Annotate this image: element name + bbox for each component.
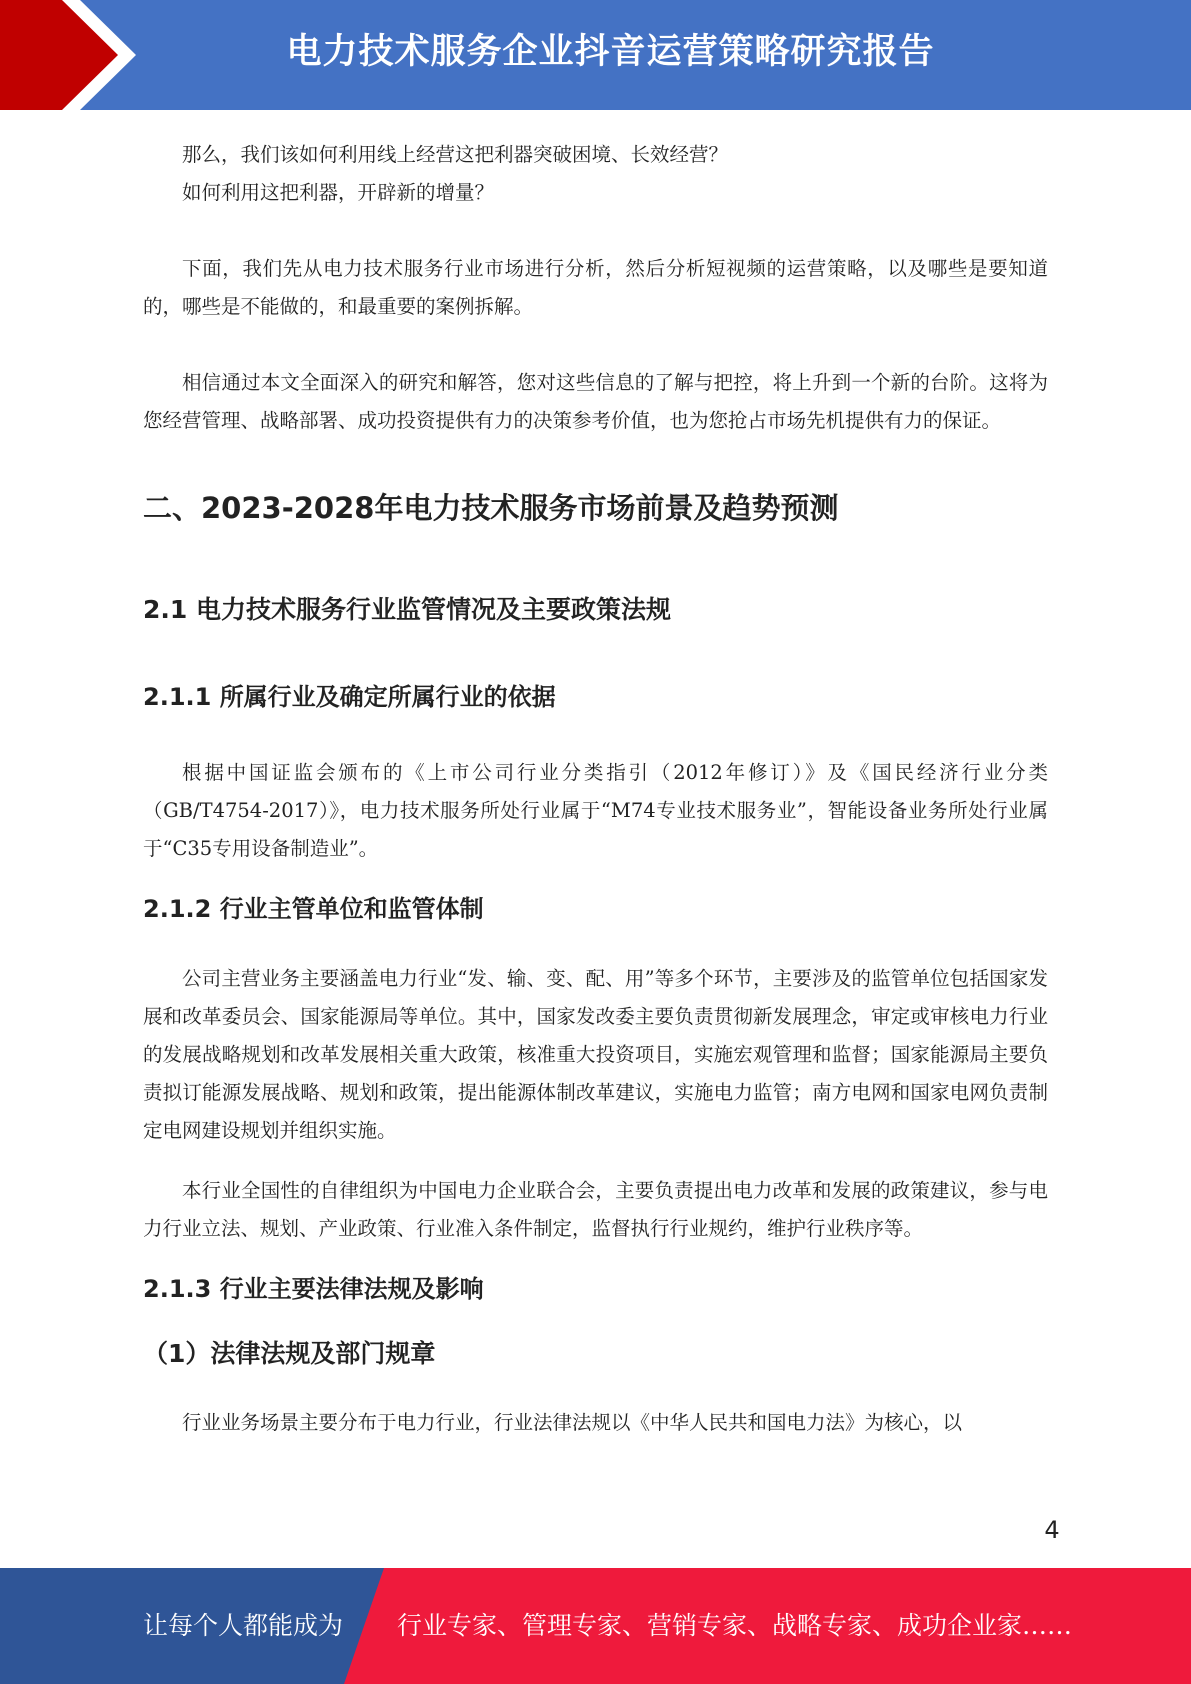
heading-laws-regulations: （1）法律法规及部门规章 [143, 1339, 436, 1368]
page-number: 4 [1044, 1516, 1060, 1544]
footer-slogan-right: 行业专家、管理专家、营销专家、战略专家、成功企业家…… [397, 1611, 1073, 1640]
paragraph-1: 那么，我们该如何利用线上经营这把利器突破困境、长效经营？ [182, 143, 729, 166]
paragraph-7: 本行业全国性的自律组织为中国电力企业联合会，主要负责提出电力改革和发展的政策建议，参与电力行业立法、规划、产业政策、行业准入条件制定，监督执行行业规约，维护行业秩序等。 [143, 1179, 1048, 1240]
paragraph-8: 行业业务场景主要分布于电力行业，行业法律法规以《中华人民共和国电力法》为核心，以 [182, 1411, 963, 1434]
document-title: 电力技术服务企业抖音运营策略研究报告 [286, 32, 935, 72]
paragraph-5: 根据中国证监会颁布的《上市公司行业分类指引（2012年修订）》及《国民经济行业分类（GB/T4754-2017）》，电力技术服务所处行业属于“M74专业技术服务业”，智能设备业务所处行业属于“C35专用设备制造业”。 [143, 761, 1048, 860]
heading-2-1: 2.1 电力技术服务行业监管情况及主要政策法规 [143, 595, 671, 624]
footer-slogan-left: 让每个人都能成为 [143, 1611, 344, 1640]
page-footer [0, 1568, 1191, 1684]
heading-2-1-1: 2.1.1 所属行业及确定所属行业的依据 [143, 683, 556, 711]
paragraph-3: 下面，我们先从电力技术服务行业市场进行分析，然后分析短视频的运营策略，以及哪些是要知道的，哪些是不能做的，和最重要的案例拆解。 [143, 257, 1048, 318]
paragraph-4: 相信通过本文全面深入的研究和解答，您对这些信息的了解与把控，将上升到一个新的台阶。这将为您经营管理、战略部署、成功投资提供有力的决策参考价值，也为您抢占市场先机提供有力的保证。 [143, 371, 1048, 432]
heading-2-1-3: 2.1.3 行业主要法律法规及影响 [143, 1275, 484, 1303]
page-content [143, 136, 1048, 1442]
page-header [0, 0, 1191, 110]
paragraph-2: 如何利用这把利器，开辟新的增量？ [182, 181, 495, 204]
header-arrow-decoration [0, 0, 150, 110]
paragraph-6: 公司主营业务主要涵盖电力行业“发、输、变、配、用”等多个环节，主要涉及的监管单位包括国家发展和改革委员会、国家能源局等单位。其中，国家发改委主要负责贯彻新发展理念，审定或审核电力行业的发展战略规划和改革发展相关重大政策，核准重大投资项目，实施宏观管理和监督；国家能源局主要负责拟订能源发展战略、规划和政策，提出能源体制改革建议，实施电力监管；南方电网和国家电网负责制定电网建设规划并组织实施。 [143, 967, 1048, 1142]
section-heading-2: 二、2023-2028年电力技术服务市场前景及趋势预测 [143, 491, 839, 525]
heading-2-1-2: 2.1.2 行业主管单位和监管体制 [143, 895, 484, 923]
